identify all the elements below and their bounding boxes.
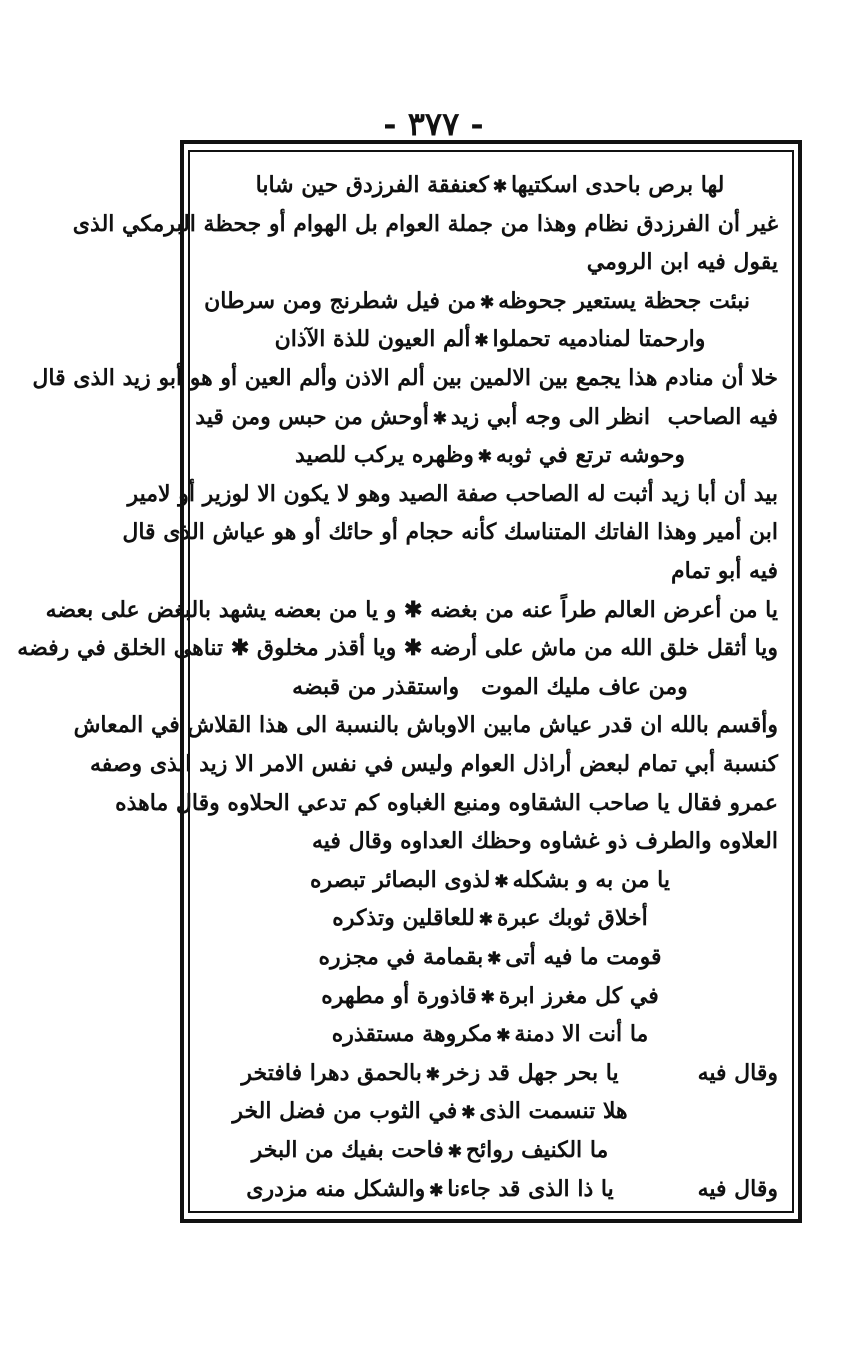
verse-separator: ✱ <box>496 1026 511 1047</box>
verse-separator: ✱ <box>480 987 495 1008</box>
prose-line: وأقسم بالله ان قدر عياش مابين الاوباش بالنسبة الى هذا القلاش في المعاش <box>73 712 778 739</box>
hemistich-second: للعاقلين وتذكره <box>332 905 475 932</box>
hemistich-first: وحوشه ترتع في ثوبه <box>495 442 685 469</box>
prose-line: عمرو فقال يا صاحب الشقاوه ومنبع الغباوه كم تدعي الحلاوه وقال ماهذه <box>115 789 778 816</box>
verse-lead-in: وقال فيه <box>697 1059 778 1086</box>
verse-line <box>230 670 750 704</box>
verse-line <box>210 1094 650 1128</box>
prose-line: خلا أن منادم هذا يجمع بين الالمين بين ألم الاذن وألم العين أو هو أبو زيد الذى قال <box>32 365 778 391</box>
verse-separator: ✱ <box>425 1064 440 1085</box>
verse-line <box>230 979 750 1013</box>
hemistich-first: نبئت جحظة يستعير جحوظه <box>498 287 750 314</box>
verse-line <box>230 1017 750 1051</box>
hemistich-first: يا ذا الذى قد جاءنا <box>447 1175 614 1202</box>
hemistich-first: في كل مغرز ابرة <box>498 982 659 1009</box>
hemistich-second: ألم العيون للذة الآذان <box>274 326 471 353</box>
verse-line <box>230 438 750 472</box>
hemistich-second: كعنفقة الفرزدق حين شابا <box>255 172 489 198</box>
prose-line: بيد أن أبا زيد أثبت له الصاحب صفة الصيد وهو لا يكون الا لوزير أو لامير <box>127 480 778 507</box>
hemistich-first: قومت ما فيه أتى <box>505 944 662 970</box>
hemistich-second: وظهره يركب للصيد <box>294 442 474 469</box>
hemistich-first: هلا تنسمت الذى <box>479 1098 628 1125</box>
verse-line <box>210 1172 650 1206</box>
hemistich-first: ما الكنيف روائح <box>465 1137 609 1163</box>
hemistich-second: واستقذر من قبضه <box>292 673 460 700</box>
verse-separator: ✱ <box>474 331 489 352</box>
hemistich-second: من فيل شطرنج ومن سرطان <box>204 287 477 314</box>
verse-separator: ✱ <box>477 447 492 468</box>
hemistich-second: بقمامة في مجزره <box>318 944 484 970</box>
hemistich-second: بالحمق دهرا فافتخر <box>241 1059 422 1086</box>
verse-separator: ✱ <box>494 871 509 892</box>
prose-line-short: العلاوه والطرف ذو غشاوه وحظك العداوه وقال فيه <box>312 828 778 855</box>
hemistich-first: وارحمتا لمنادميه تحملوا <box>492 326 706 353</box>
hemistich-second: في الثوب من فضل الخر <box>232 1098 458 1125</box>
verse-line <box>230 322 750 356</box>
hemistich-second: لذوى البصائر تبصره <box>310 866 491 893</box>
verse-line <box>230 940 750 974</box>
verse-line <box>230 168 750 202</box>
prose-line: غير أن الفرزدق نظام وهذا من جملة العوام بل الهوام أو جحظة البرمكي الذى <box>72 210 778 237</box>
hemistich-second: فاحت بفيك من البخر <box>251 1137 444 1163</box>
prose-line: ويا أثقل خلق الله من ماش على أرضه ✱ ويا أقذر مخلوق ✱ تناهى الخلق في رفضه <box>17 635 778 662</box>
verse-separator: ✱ <box>492 177 508 197</box>
hemistich-first: ما أنت الا دمنة <box>514 1021 649 1048</box>
hemistich-second: والشكل منه مزدرى <box>246 1175 426 1202</box>
hemistich-second: مكروهة مستقذره <box>331 1021 493 1048</box>
hemistich-first: ومن عاف مليك الموت <box>481 673 688 700</box>
verse-separator: ✱ <box>447 1142 462 1162</box>
prose-line-short: يقول فيه ابن الرومي <box>586 249 778 276</box>
hemistich-first: يا من به و بشكله <box>512 866 670 893</box>
verse-separator: ✱ <box>429 1180 444 1201</box>
prose-line: يا من أعرض العالم طراً عنه من بغضه ✱ و يا من بعضه يشهد بالبغض على بعضه <box>45 596 778 623</box>
verse-separator: ✱ <box>480 292 495 313</box>
verse-lead-in: فيه الصاحب <box>667 403 778 430</box>
verse-line <box>230 901 750 935</box>
verse-line <box>230 863 750 897</box>
hemistich-first: لها برص باحدى اسكتيها <box>510 172 725 198</box>
prose-line-short: فيه أبو تمام <box>670 558 778 584</box>
prose-line: كنسبة أبي تمام لبعض أراذل العوام وليس في نفس الامر الا زيد الذى وصفه <box>89 751 778 777</box>
verse-separator: ✱ <box>478 910 494 931</box>
verse-line <box>195 400 650 434</box>
verse-line <box>210 1056 650 1090</box>
verse-separator: ✱ <box>461 1103 476 1124</box>
verse-lead-in: وقال فيه <box>697 1175 778 1202</box>
hemistich-second: قاذورة أو مطهره <box>321 982 477 1009</box>
prose-line: ابن أمير وهذا الفاتك المتناسك كأنه حجام أو حائك أو هو عياش الذى قال <box>122 519 778 546</box>
verse-separator: ✱ <box>432 408 448 429</box>
hemistich-first: أخلاق ثوبك عبرة <box>496 905 648 932</box>
hemistich-first: انظر الى وجه أبي زيد <box>450 403 650 430</box>
page-number: - ٣٧٧ - <box>383 105 484 143</box>
verse-line <box>204 284 750 318</box>
hemistich-second: أوحش من حبس ومن قيد <box>195 403 429 430</box>
verse-line <box>210 1133 650 1167</box>
hemistich-first: يا بحر جهل قد زخر <box>443 1059 619 1086</box>
verse-separator: ✱ <box>487 949 502 969</box>
